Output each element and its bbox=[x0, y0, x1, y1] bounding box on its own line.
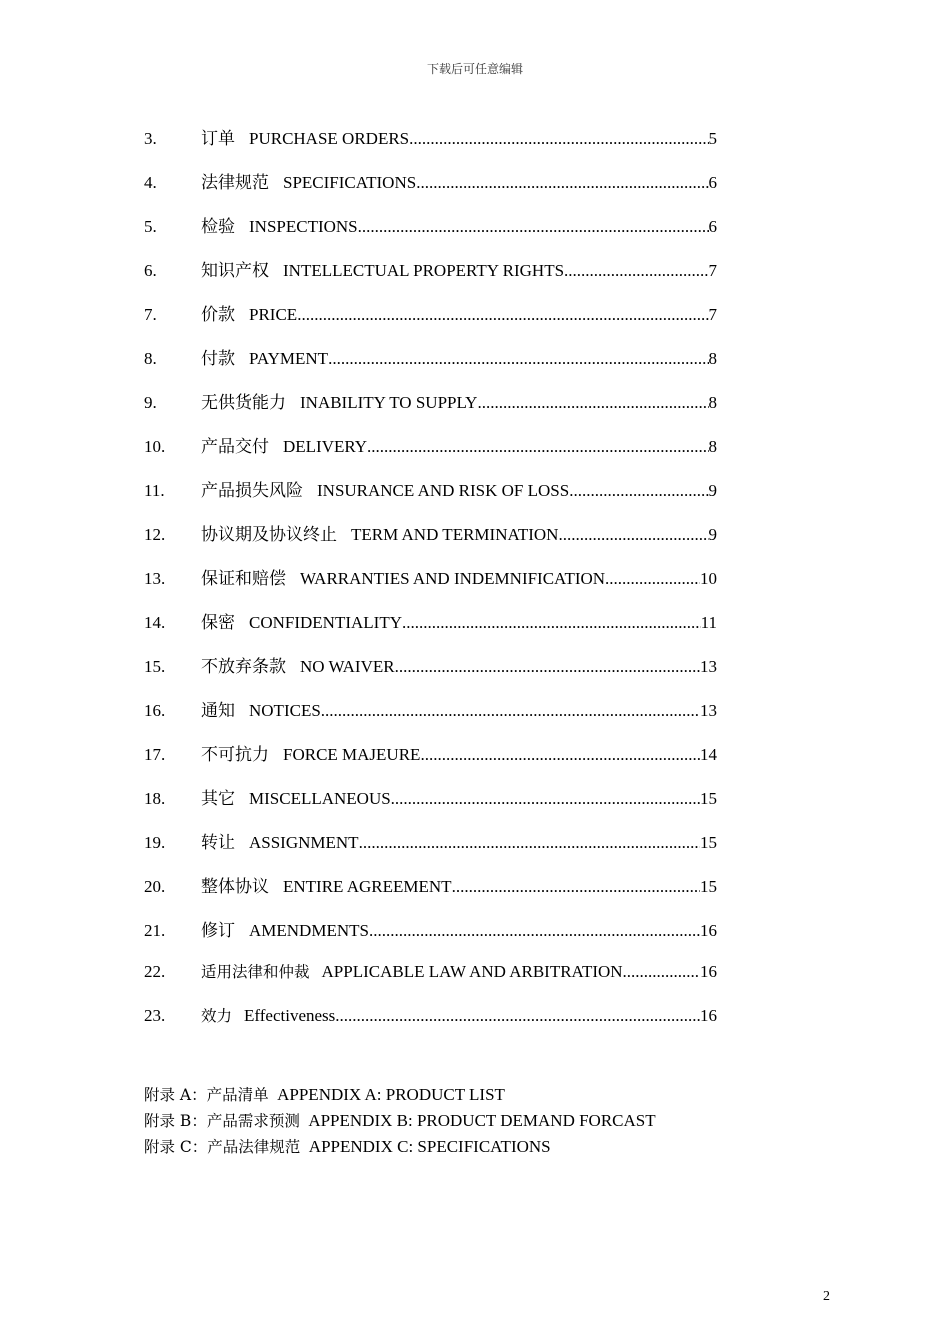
toc-entry-title-zh: 无供货能力 bbox=[201, 393, 286, 413]
toc-dot-leader bbox=[558, 525, 708, 545]
toc-entry[interactable] bbox=[144, 696, 717, 740]
toc-entry-title-en: INABILITY TO SUPPLY bbox=[300, 393, 478, 412]
toc-dot-leader bbox=[358, 217, 709, 237]
toc-entry[interactable] bbox=[144, 652, 717, 696]
toc-entry-title-zh: 转让 bbox=[201, 833, 235, 853]
toc-entry[interactable] bbox=[144, 828, 717, 872]
toc-dot-leader bbox=[297, 305, 708, 325]
toc-entry-page: 16 bbox=[700, 921, 717, 940]
toc-entry-title-zh: 整体协议 bbox=[201, 877, 269, 897]
toc-entry-page: 14 bbox=[700, 745, 717, 764]
toc-entry[interactable] bbox=[144, 740, 717, 784]
toc-entry-title-en: AMENDMENTS bbox=[249, 921, 369, 940]
toc-dot-leader bbox=[328, 349, 708, 369]
toc-entry-title-en: NO WAIVER bbox=[300, 657, 395, 676]
toc-entry-page: 8 bbox=[708, 393, 717, 412]
toc-entry-title-zh: 协议期及协议终止 bbox=[201, 525, 337, 545]
toc-entry-page: 15 bbox=[700, 789, 717, 808]
toc-entry-title-zh: 保证和赔偿 bbox=[201, 569, 286, 589]
toc-dot-leader bbox=[569, 481, 708, 501]
toc-entry-title-en: APPLICABLE LAW AND ARBITRATION bbox=[321, 962, 623, 981]
table-of-contents bbox=[144, 124, 717, 1048]
appendix-list bbox=[144, 1082, 656, 1160]
toc-entry-page: 6 bbox=[708, 217, 717, 236]
toc-entry[interactable] bbox=[144, 256, 717, 300]
toc-entry-number: 14. bbox=[144, 613, 166, 632]
toc-entry-title-zh: 产品损失风险 bbox=[201, 481, 303, 501]
toc-dot-leader bbox=[391, 789, 700, 809]
toc-entry-title-en: CONFIDENTIALITY bbox=[249, 613, 402, 632]
toc-entry-number: 6. bbox=[144, 261, 157, 280]
toc-entry-page: 13 bbox=[700, 701, 717, 720]
toc-entry-number: 8. bbox=[144, 349, 157, 368]
toc-dot-leader bbox=[564, 261, 708, 281]
toc-entry-number: 18. bbox=[144, 789, 166, 808]
page-header: 下载后可任意编辑 bbox=[426, 62, 523, 76]
toc-entry-page: 8 bbox=[708, 437, 717, 456]
toc-entry-number: 13. bbox=[144, 569, 166, 588]
appendix-title-zh: 附录 B：产品需求预测 bbox=[144, 1112, 300, 1130]
toc-entry-title-en: SPECIFICATIONS bbox=[283, 173, 417, 192]
toc-entry-number: 16. bbox=[144, 701, 166, 720]
toc-entry-title-en: TERM AND TERMINATION bbox=[351, 525, 559, 544]
toc-entry-title-zh: 不放弃条款 bbox=[201, 657, 286, 677]
toc-entry-number: 15. bbox=[144, 657, 166, 676]
toc-entry-title-zh: 保密 bbox=[201, 613, 235, 633]
toc-entry-page: 16 bbox=[700, 1006, 717, 1025]
toc-entry-title-en: ENTIRE AGREEMENT bbox=[283, 877, 452, 896]
toc-entry-page: 6 bbox=[708, 173, 717, 192]
toc-entry-page: 7 bbox=[708, 305, 717, 324]
toc-entry[interactable] bbox=[144, 300, 717, 344]
toc-dot-leader bbox=[395, 657, 700, 677]
toc-entry-number: 12. bbox=[144, 525, 166, 544]
toc-entry-title-zh: 适用法律和仲裁 bbox=[201, 963, 310, 981]
toc-entry-number: 17. bbox=[144, 745, 166, 764]
appendix-title-zh: 附录 C：产品法律规范 bbox=[144, 1138, 301, 1156]
toc-entry-title-en: ASSIGNMENT bbox=[249, 833, 359, 852]
toc-entry-title-zh: 法律规范 bbox=[201, 173, 269, 193]
appendix-title-en: APPENDIX A: PRODUCT LIST bbox=[277, 1085, 505, 1104]
toc-entry-title-zh: 产品交付 bbox=[201, 437, 269, 457]
toc-entry[interactable] bbox=[144, 916, 717, 960]
appendix-title-zh: 附录 A：产品清单 bbox=[144, 1086, 269, 1104]
toc-entry-page: 7 bbox=[708, 261, 717, 280]
toc-entry-title-zh: 知识产权 bbox=[201, 261, 269, 281]
toc-entry[interactable] bbox=[144, 1004, 717, 1048]
toc-entry-title-zh: 效力 bbox=[201, 1007, 233, 1025]
toc-entry-title-en: PURCHASE ORDERS bbox=[249, 129, 410, 148]
toc-dot-leader bbox=[335, 1006, 700, 1026]
toc-dot-leader bbox=[402, 613, 701, 633]
toc-entry-title-en: PRICE bbox=[249, 305, 298, 324]
toc-dot-leader bbox=[605, 569, 700, 589]
toc-entry-number: 4. bbox=[144, 173, 157, 192]
toc-dot-leader bbox=[359, 833, 700, 853]
toc-entry-page: 15 bbox=[700, 877, 717, 896]
toc-entry[interactable] bbox=[144, 784, 717, 828]
toc-entry[interactable] bbox=[144, 476, 717, 520]
toc-entry-page: 16 bbox=[700, 962, 717, 981]
toc-dot-leader bbox=[321, 701, 700, 721]
toc-entry-title-zh: 修订 bbox=[201, 921, 235, 941]
appendix-item[interactable] bbox=[144, 1108, 656, 1134]
toc-dot-leader bbox=[416, 173, 708, 193]
toc-entry[interactable] bbox=[144, 388, 717, 432]
toc-entry-title-en: FORCE MAJEURE bbox=[283, 745, 421, 764]
toc-dot-leader bbox=[623, 962, 700, 982]
page-number: 2 bbox=[823, 1289, 830, 1304]
toc-entry-page: 13 bbox=[700, 657, 717, 676]
toc-entry-title-zh: 检验 bbox=[201, 217, 235, 237]
appendix-title-en: APPENDIX C: SPECIFICATIONS bbox=[308, 1137, 551, 1156]
toc-entry-title-zh: 价款 bbox=[201, 305, 235, 325]
toc-dot-leader bbox=[420, 745, 700, 765]
toc-entry[interactable] bbox=[144, 520, 717, 564]
toc-entry-number: 21. bbox=[144, 921, 166, 940]
toc-entry-number: 11. bbox=[144, 481, 165, 500]
toc-entry-number: 10. bbox=[144, 437, 166, 456]
toc-entry-title-en: WARRANTIES AND INDEMNIFICATION bbox=[300, 569, 606, 588]
toc-entry-page: 11 bbox=[700, 613, 717, 632]
toc-dot-leader bbox=[369, 921, 700, 941]
toc-entry-title-en: INTELLECTUAL PROPERTY RIGHTS bbox=[283, 261, 565, 280]
toc-entry[interactable] bbox=[144, 212, 717, 256]
toc-entry[interactable] bbox=[144, 124, 717, 168]
toc-entry-number: 5. bbox=[144, 217, 157, 236]
toc-entry-title-zh: 其它 bbox=[201, 789, 235, 809]
toc-dot-leader bbox=[367, 437, 708, 457]
toc-entry-title-en: DELIVERY bbox=[283, 437, 368, 456]
appendix-item[interactable] bbox=[144, 1134, 656, 1160]
toc-dot-leader bbox=[477, 393, 708, 413]
toc-entry-page: 9 bbox=[708, 525, 717, 544]
toc-entry-title-zh: 不可抗力 bbox=[201, 745, 269, 765]
toc-entry-title-en: MISCELLANEOUS bbox=[249, 789, 391, 808]
toc-entry-number: 22. bbox=[144, 962, 166, 981]
toc-entry-number: 3. bbox=[144, 129, 157, 148]
toc-entry-number: 23. bbox=[144, 1006, 166, 1025]
toc-entry-number: 7. bbox=[144, 305, 157, 324]
toc-entry-title-en: PAYMENT bbox=[249, 349, 329, 368]
toc-entry[interactable] bbox=[144, 344, 717, 388]
toc-entry-number: 9. bbox=[144, 393, 157, 412]
toc-entry[interactable] bbox=[144, 564, 717, 608]
toc-entry-title-en: Effectiveness bbox=[244, 1006, 336, 1025]
toc-entry[interactable] bbox=[144, 608, 717, 652]
toc-entry-number: 19. bbox=[144, 833, 166, 852]
toc-entry-title-en: INSURANCE AND RISK OF LOSS bbox=[317, 481, 570, 500]
toc-entry[interactable] bbox=[144, 872, 717, 916]
toc-entry-title-en: INSPECTIONS bbox=[249, 217, 358, 236]
toc-entry-page: 5 bbox=[708, 129, 717, 148]
toc-entry-title-zh: 付款 bbox=[201, 349, 235, 369]
appendix-title-en: APPENDIX B: PRODUCT DEMAND FORCAST bbox=[308, 1111, 656, 1130]
toc-entry-title-zh: 订单 bbox=[201, 129, 235, 149]
toc-dot-leader bbox=[452, 877, 700, 897]
toc-entry[interactable] bbox=[144, 168, 717, 212]
toc-entry-page: 8 bbox=[708, 349, 717, 368]
appendix-item[interactable] bbox=[144, 1082, 656, 1108]
toc-entry[interactable] bbox=[144, 432, 717, 476]
toc-entry-page: 9 bbox=[708, 481, 717, 500]
toc-entry[interactable] bbox=[144, 960, 717, 1004]
toc-entry-number: 20. bbox=[144, 877, 166, 896]
toc-entry-title-zh: 通知 bbox=[201, 701, 235, 721]
toc-entry-page: 15 bbox=[700, 833, 717, 852]
toc-entry-page: 10 bbox=[700, 569, 717, 588]
toc-dot-leader bbox=[409, 129, 708, 149]
toc-entry-title-en: NOTICES bbox=[249, 701, 321, 720]
